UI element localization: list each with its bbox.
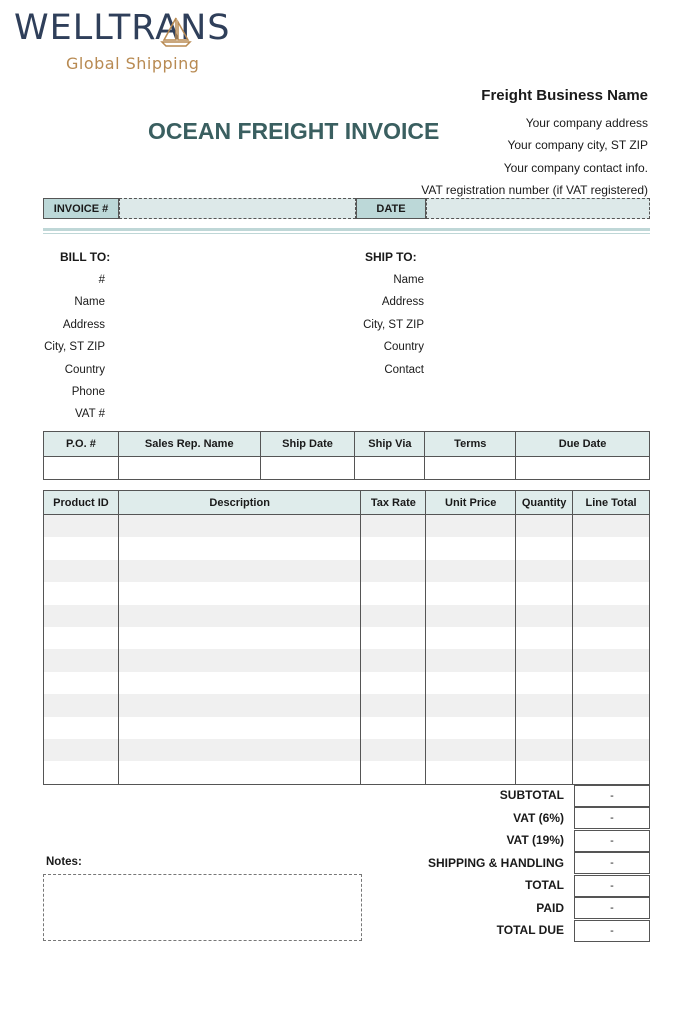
ship-to-heading: SHIP TO: (365, 250, 417, 264)
order-info-table (43, 431, 650, 480)
po-number-header: P.O. # (44, 432, 119, 457)
vat-19-value[interactable]: - (574, 830, 650, 852)
sailboat-icon (158, 14, 194, 48)
invoice-number-field[interactable] (119, 198, 356, 219)
bill-to-city-label: City, ST ZIP (44, 341, 105, 353)
separator-line (43, 233, 650, 234)
quantity-header: Quantity (516, 491, 573, 515)
table-row (44, 537, 650, 559)
bill-to-phone-label: Phone (71, 386, 105, 398)
logo-tagline: Global Shipping (66, 54, 200, 73)
table-row (44, 649, 650, 671)
notes-label: Notes: (46, 856, 82, 868)
bill-to-address-label: Address (62, 319, 105, 331)
vat-6-value[interactable]: - (574, 807, 650, 829)
ship-to-address-label: Address (381, 296, 424, 308)
company-address: Your company address (525, 116, 648, 130)
terms-header: Terms (425, 432, 516, 457)
total-value[interactable]: - (574, 875, 650, 897)
unit-price-header: Unit Price (426, 491, 516, 515)
table-row (44, 739, 650, 761)
company-contact: Your company contact info. (503, 161, 648, 175)
shipping-handling-value[interactable]: - (574, 852, 650, 874)
table-row (44, 560, 650, 582)
ship-to-contact-label: Contact (384, 364, 424, 376)
vat-19-label: VAT (19%) (506, 833, 564, 847)
invoice-number-label: INVOICE # (43, 198, 119, 219)
invoice-title: OCEAN FREIGHT INVOICE (148, 118, 440, 144)
company-city: Your company city, ST ZIP (507, 138, 648, 152)
due-date-cell[interactable] (516, 457, 650, 480)
ship-to-city-label: City, ST ZIP (363, 319, 424, 331)
ship-via-header: Ship Via (355, 432, 425, 457)
description-header: Description (118, 491, 361, 515)
due-date-header: Due Date (516, 432, 650, 457)
paid-value[interactable]: - (574, 897, 650, 919)
separator-line (43, 228, 650, 231)
ship-via-cell[interactable] (355, 457, 425, 480)
total-due-value[interactable]: - (574, 920, 650, 942)
table-row (44, 761, 650, 784)
table-row (44, 717, 650, 739)
company-vat: VAT registration number (if VAT registered) (421, 183, 648, 197)
logo-name: WELLTRANS (14, 8, 231, 48)
table-row (44, 582, 650, 604)
bill-to-name-label: Name (74, 296, 105, 308)
table-row (44, 672, 650, 694)
tax-rate-header: Tax Rate (361, 491, 426, 515)
po-number-cell[interactable] (44, 457, 119, 480)
bill-to-heading: BILL TO: (60, 250, 111, 264)
sales-rep-header: Sales Rep. Name (118, 432, 260, 457)
table-row (44, 694, 650, 716)
product-id-header: Product ID (44, 491, 119, 515)
terms-cell[interactable] (425, 457, 516, 480)
date-label: DATE (356, 198, 426, 219)
line-total-header: Line Total (573, 491, 650, 515)
ship-to-name-label: Name (393, 274, 424, 286)
sales-rep-cell[interactable] (118, 457, 260, 480)
shipping-handling-label: SHIPPING & HANDLING (427, 856, 564, 870)
bill-to-country-label: Country (64, 364, 105, 376)
business-name: Freight Business Name (481, 87, 648, 104)
company-logo (14, 8, 231, 48)
ship-date-header: Ship Date (260, 432, 355, 457)
total-due-label: TOTAL DUE (496, 923, 564, 937)
ship-to-country-label: Country (383, 341, 424, 353)
notes-field[interactable] (43, 874, 362, 941)
bill-to-number-label: # (98, 274, 105, 286)
table-row (44, 627, 650, 649)
subtotal-value[interactable]: - (574, 785, 650, 807)
subtotal-label: SUBTOTAL (499, 788, 564, 802)
product-table (43, 490, 650, 785)
vat-6-label: VAT (6%) (513, 811, 564, 825)
table-row (44, 605, 650, 627)
ship-date-cell[interactable] (260, 457, 355, 480)
date-field[interactable] (426, 198, 650, 219)
total-label: TOTAL (525, 878, 564, 892)
paid-label: PAID (536, 901, 564, 915)
table-row (44, 515, 650, 538)
bill-to-vat-label: VAT # (74, 408, 105, 420)
